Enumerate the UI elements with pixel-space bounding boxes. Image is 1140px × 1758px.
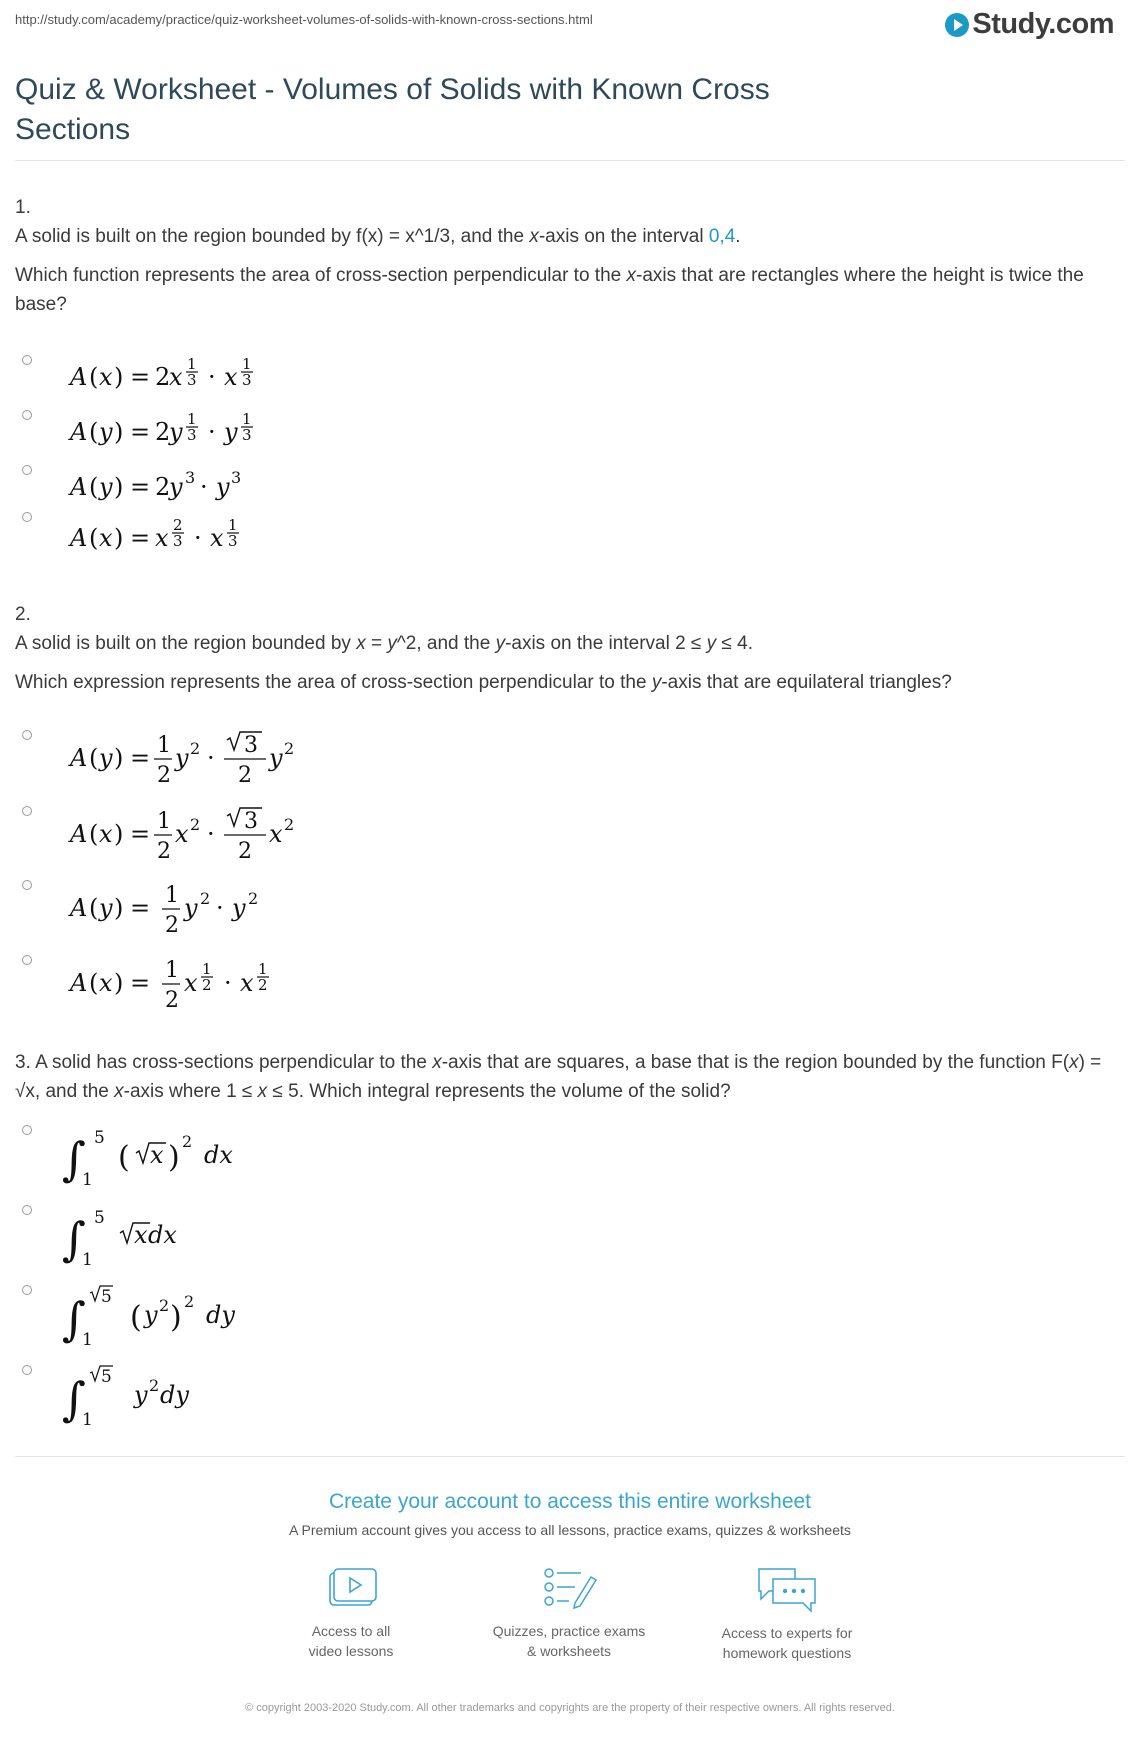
svg-text:2: 2 <box>190 739 201 758</box>
feature-quizzes <box>474 1565 664 1661</box>
svg-text:x: x <box>155 524 169 552</box>
svg-text:(: ( <box>89 894 99 922</box>
svg-text:x: x <box>184 969 198 997</box>
svg-text:·: · <box>216 894 224 922</box>
svg-text:y: y <box>99 418 113 446</box>
svg-text:x: x <box>224 363 238 391</box>
svg-text:): ) <box>168 1140 180 1175</box>
answer-option[interactable] <box>22 1125 304 1193</box>
svg-text:2: 2 <box>173 516 183 534</box>
svg-text:2: 2 <box>184 1292 195 1311</box>
svg-text:1: 1 <box>82 1330 93 1350</box>
formula <box>44 955 344 1015</box>
svg-text:2: 2 <box>159 1296 170 1315</box>
svg-text:): ) <box>114 820 124 848</box>
answer-option[interactable] <box>22 1205 304 1273</box>
svg-text:(: ( <box>89 744 99 772</box>
svg-text:dy: dy <box>160 1381 189 1409</box>
svg-text:1: 1 <box>157 809 171 834</box>
answer-option[interactable] <box>22 512 304 562</box>
radio-button[interactable] <box>22 1125 32 1135</box>
svg-text:1: 1 <box>165 958 179 983</box>
interval-link[interactable]: 0,4 <box>708 226 736 247</box>
svg-text:): ) <box>114 969 124 997</box>
svg-text:x: x <box>99 524 113 552</box>
svg-text:2: 2 <box>202 976 212 994</box>
formula <box>44 880 344 940</box>
svg-text:(: ( <box>89 524 99 552</box>
svg-text:x: x <box>269 820 283 848</box>
question-1 <box>15 193 1115 329</box>
svg-text:y: y <box>169 418 183 446</box>
svg-text:1: 1 <box>242 355 252 373</box>
svg-text:1: 1 <box>202 960 212 978</box>
radio-button[interactable] <box>22 410 32 420</box>
answer-option[interactable] <box>22 355 304 405</box>
feature-line: & worksheets <box>526 1643 612 1659</box>
feature-line: Access to all <box>311 1623 391 1639</box>
svg-text:A: A <box>70 418 88 446</box>
feature-line: Access to experts for <box>721 1625 853 1641</box>
feature-experts <box>692 1565 882 1663</box>
svg-text:dx: dx <box>148 1221 177 1249</box>
svg-text:(: ( <box>130 1300 142 1335</box>
svg-text:2: 2 <box>190 815 201 834</box>
svg-text:1: 1 <box>82 1170 93 1190</box>
svg-text:=: = <box>130 524 151 552</box>
feature-line: video lessons <box>308 1643 394 1659</box>
svg-text:3: 3 <box>244 809 258 834</box>
svg-text:·: · <box>207 744 215 772</box>
svg-text:=: = <box>130 363 151 391</box>
play-logo-icon <box>945 13 969 37</box>
svg-text:y: y <box>134 1381 148 1409</box>
svg-text:=: = <box>130 894 151 922</box>
svg-text:1: 1 <box>82 1250 93 1270</box>
radio-button[interactable] <box>22 1205 32 1215</box>
answer-option[interactable] <box>22 730 344 790</box>
svg-text:y: y <box>99 744 113 772</box>
svg-text:2: 2 <box>248 889 259 908</box>
divider <box>15 160 1125 161</box>
checklist-icon <box>539 1565 599 1611</box>
svg-text:5: 5 <box>94 1128 105 1148</box>
svg-text:A: A <box>70 820 88 848</box>
svg-text:3: 3 <box>187 426 197 444</box>
signup-callout <box>0 1490 1140 1538</box>
svg-text:1: 1 <box>187 410 197 428</box>
svg-text:∫: ∫ <box>62 1212 86 1266</box>
question-stem: A solid is built on the region bounded by x = y^2, and the y-axis on the interval 2 ≤ y ≤ 4. <box>15 633 753 654</box>
question-prompt: Which expression represents the area of cross-section perpendicular to the y-axis that are equilateral triangles? <box>15 672 952 693</box>
svg-text:A: A <box>70 744 88 772</box>
svg-text:): ) <box>170 1300 182 1335</box>
question-2 <box>15 600 1115 707</box>
page-title: Quiz & Worksheet - Volumes of Solids with Known Cross Sections <box>15 73 770 146</box>
svg-text:y: y <box>216 473 230 501</box>
answer-option[interactable] <box>22 410 304 460</box>
radio-button[interactable] <box>22 512 32 522</box>
svg-text:): ) <box>114 473 124 501</box>
svg-text:y: y <box>232 894 246 922</box>
svg-text:3: 3 <box>231 468 242 487</box>
divider <box>15 1456 1125 1457</box>
svg-text:·: · <box>208 363 216 391</box>
svg-text:(: ( <box>89 969 99 997</box>
svg-text:=: = <box>130 969 151 997</box>
svg-text:1: 1 <box>242 410 252 428</box>
svg-text:1: 1 <box>228 516 238 534</box>
svg-text:2: 2 <box>155 418 171 446</box>
radio-button[interactable] <box>22 1365 32 1375</box>
formula <box>44 806 344 866</box>
answer-option[interactable] <box>22 465 304 510</box>
feature-video-lessons <box>256 1565 446 1661</box>
svg-text:x: x <box>240 969 254 997</box>
svg-text:5: 5 <box>101 1367 112 1387</box>
feature-line: Quizzes, practice exams <box>492 1623 646 1639</box>
svg-text:3: 3 <box>185 468 196 487</box>
svg-text:): ) <box>114 894 124 922</box>
answer-option[interactable] <box>22 955 344 1015</box>
svg-text:): ) <box>114 744 124 772</box>
svg-text:2: 2 <box>165 913 179 938</box>
svg-text:3: 3 <box>242 371 252 389</box>
svg-text:3: 3 <box>187 371 197 389</box>
formula <box>44 465 304 510</box>
answer-option[interactable] <box>22 1285 304 1353</box>
svg-text:x: x <box>210 524 224 552</box>
svg-text:3: 3 <box>244 733 258 758</box>
svg-text:·: · <box>208 418 216 446</box>
svg-text:·: · <box>207 820 215 848</box>
svg-text:1: 1 <box>157 733 171 758</box>
svg-text:): ) <box>114 524 124 552</box>
cta-title[interactable]: Create your account to access this entire worksheet <box>328 1490 812 1513</box>
svg-text:3: 3 <box>173 532 183 550</box>
svg-text:1: 1 <box>165 883 179 908</box>
svg-text:2: 2 <box>182 1132 193 1151</box>
svg-text:∫: ∫ <box>62 1292 86 1346</box>
radio-button[interactable] <box>22 730 32 740</box>
radio-button[interactable] <box>22 465 32 475</box>
svg-text:(: ( <box>89 418 99 446</box>
formula <box>44 1365 304 1433</box>
svg-text:5: 5 <box>101 1287 112 1307</box>
formula <box>44 730 344 790</box>
svg-text:∫: ∫ <box>62 1372 86 1426</box>
svg-text:): ) <box>114 363 124 391</box>
svg-text:2: 2 <box>284 815 295 834</box>
svg-text:2: 2 <box>155 363 171 391</box>
formula <box>44 355 304 405</box>
svg-text:(: ( <box>118 1140 130 1175</box>
svg-text:(: ( <box>89 820 99 848</box>
svg-text:y: y <box>175 744 189 772</box>
chat-bubbles-icon <box>755 1565 819 1613</box>
question-number: 2. <box>15 604 31 625</box>
logo-text: Study.com <box>972 8 1114 40</box>
radio-button[interactable] <box>22 955 32 965</box>
formula <box>44 512 304 562</box>
svg-text:): ) <box>114 418 124 446</box>
svg-text:A: A <box>70 524 88 552</box>
question-prompt: Which function represents the area of cross-section perpendicular to the x-axis that are rectangles where the height is twice the base? <box>15 265 1084 315</box>
svg-text:y: y <box>184 894 198 922</box>
svg-text:y: y <box>169 473 183 501</box>
svg-text:A: A <box>70 894 88 922</box>
answer-option[interactable] <box>22 1365 304 1433</box>
copyright: © copyright 2003-2020 Study.com. All other trademarks and copyrights are the property of their respective owners. All rights reserved. <box>245 1702 895 1714</box>
formula <box>44 410 304 460</box>
formula <box>44 1125 304 1193</box>
svg-text:x: x <box>99 820 113 848</box>
svg-text:2: 2 <box>258 976 268 994</box>
svg-text:=: = <box>130 744 151 772</box>
svg-text:3: 3 <box>228 532 238 550</box>
svg-text:x: x <box>99 363 113 391</box>
svg-text:·: · <box>194 524 202 552</box>
svg-text:y: y <box>269 744 283 772</box>
radio-button[interactable] <box>22 880 32 890</box>
radio-button[interactable] <box>22 355 32 365</box>
svg-text:A: A <box>70 969 88 997</box>
svg-text:y: y <box>99 473 113 501</box>
svg-text:x: x <box>175 820 189 848</box>
svg-text:2: 2 <box>149 1376 160 1395</box>
svg-text:=: = <box>130 473 151 501</box>
svg-text:∫: ∫ <box>62 1132 86 1186</box>
svg-text:y: y <box>224 418 238 446</box>
study-logo[interactable] <box>945 8 1114 41</box>
answer-option[interactable] <box>22 880 344 940</box>
svg-text:A: A <box>70 473 88 501</box>
svg-text:dx: dx <box>204 1141 233 1169</box>
svg-text:2: 2 <box>200 889 211 908</box>
video-icon <box>324 1565 378 1611</box>
svg-text:3: 3 <box>242 426 252 444</box>
svg-text:2: 2 <box>157 839 171 864</box>
question-3 <box>15 1048 1115 1116</box>
formula <box>44 1285 304 1353</box>
radio-button[interactable] <box>22 806 32 816</box>
svg-text:A: A <box>70 363 88 391</box>
svg-text:2: 2 <box>155 473 171 501</box>
page-url: http://study.com/academy/practice/quiz-worksheet-volumes-of-solids-with-known-cross-sections.html <box>15 12 593 27</box>
svg-text:·: · <box>224 969 232 997</box>
svg-text:(: ( <box>89 473 99 501</box>
svg-text:=: = <box>130 418 151 446</box>
question-number: 1. <box>15 197 31 218</box>
answer-option[interactable] <box>22 806 344 866</box>
svg-text:x: x <box>169 363 183 391</box>
svg-text:=: = <box>130 820 151 848</box>
cta-subtitle: A Premium account gives you access to all lessons, practice exams, quizzes & worksheets <box>289 1522 851 1538</box>
svg-text:1: 1 <box>258 960 268 978</box>
svg-text:2: 2 <box>238 839 252 864</box>
svg-text:y: y <box>144 1301 158 1329</box>
svg-text:1: 1 <box>187 355 197 373</box>
question-stem: A solid is built on the region bounded by f(x) = x^1/3, and the x-axis on the interval 0,4. <box>15 226 741 247</box>
svg-text:x: x <box>99 969 113 997</box>
svg-text:2: 2 <box>284 739 295 758</box>
svg-text:2: 2 <box>165 988 179 1013</box>
svg-text:x: x <box>134 1221 148 1249</box>
svg-text:1: 1 <box>82 1410 93 1430</box>
feature-line: homework questions <box>722 1645 852 1661</box>
question-stem: 3. A solid has cross-sections perpendicular to the x-axis that are squares, a base that is the region bounded by the function F(x) = √x, and the x-axis where 1 ≤ x ≤ 5. Which integral represents the volume of the solid? <box>15 1052 1102 1102</box>
svg-text:2: 2 <box>238 763 252 788</box>
svg-text:x: x <box>150 1141 164 1169</box>
svg-text:5: 5 <box>94 1208 105 1228</box>
svg-text:y: y <box>99 894 113 922</box>
radio-button[interactable] <box>22 1285 32 1295</box>
svg-text:dy: dy <box>206 1301 235 1329</box>
formula <box>44 1205 304 1273</box>
svg-text:(: ( <box>89 363 99 391</box>
svg-text:·: · <box>200 473 208 501</box>
svg-text:2: 2 <box>157 763 171 788</box>
